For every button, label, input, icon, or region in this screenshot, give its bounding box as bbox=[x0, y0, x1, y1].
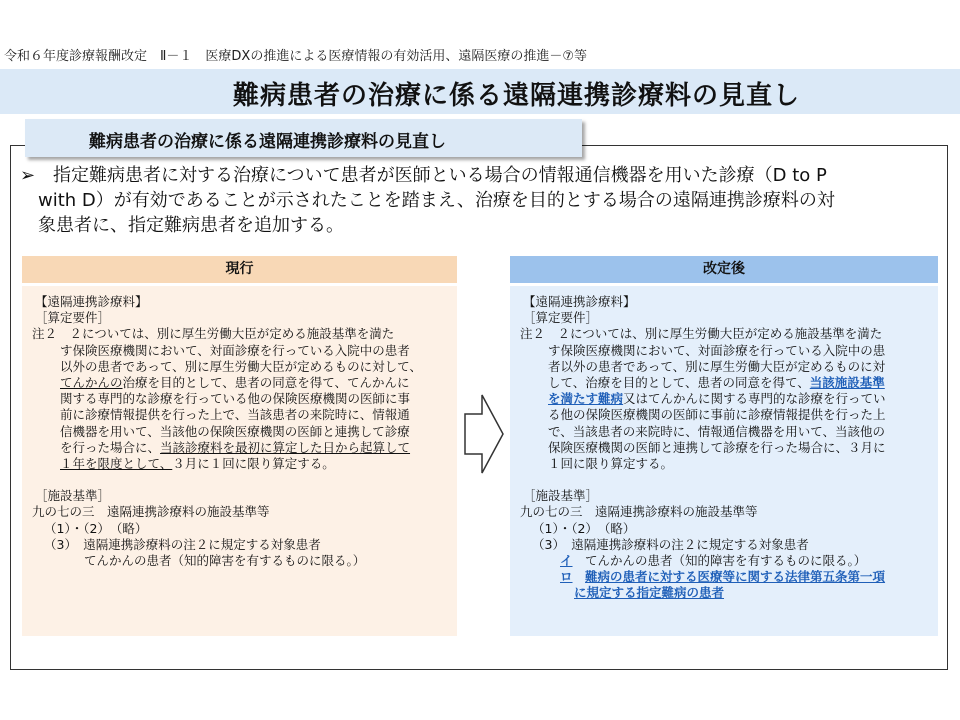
current-line: す保険医療機関において、対面診療を行っている入院中の患者 bbox=[60, 342, 410, 358]
revised-line: ［算定要件］ bbox=[523, 310, 599, 326]
revised-line: （3） 遠隔連携診療料の注２に規定する対象患者 bbox=[532, 536, 809, 552]
current-text: を行った場合に、 bbox=[60, 439, 161, 455]
revised-line: 【遠隔連携診療料】 bbox=[523, 294, 636, 309]
revised-line bbox=[520, 391, 928, 407]
current-line: てんかんの患者（知的障害を有するものに限る。） bbox=[84, 553, 366, 569]
revised-text: 又はてんかんに関する専門的な診療を行ってい bbox=[623, 391, 886, 407]
section-tab-title: 難病患者の治療に係る遠隔連携診療料の見直し bbox=[89, 132, 446, 152]
revised-heading: 改定後 bbox=[510, 256, 938, 283]
current-heading: 現行 bbox=[22, 256, 457, 283]
current-line: 以外の患者であって、別に厚生労働大臣が定めるものに対して、 bbox=[60, 358, 422, 374]
current-line: ［算定要件］ bbox=[35, 310, 111, 326]
current-panel bbox=[22, 286, 457, 636]
current-text: ３月に１回に限り算定する。 bbox=[172, 456, 335, 472]
summary-line: with D）が有効であることが示されたことを踏まえ、治療を目的とする場合の遠隔連携診療料の対 bbox=[38, 190, 835, 211]
highlighted-text: 当該施設基準 bbox=[809, 375, 885, 391]
bullet-arrow-icon: ➢ bbox=[20, 165, 36, 186]
current-line: 関する専門的な診療を行っている他の保険医療機関の医師に事 bbox=[60, 391, 411, 407]
revised-text: てんかんの患者（知的障害を有するものに限る。） bbox=[585, 553, 867, 569]
current-line: 注２ ２については、別に厚生労働大臣が定める施設基準を満た bbox=[32, 326, 395, 342]
revised-line: 注２ ２については、別に厚生労働大臣が定める施設基準を満た bbox=[520, 326, 883, 342]
revised-line: 九の七の三 遠隔連携診療料の施設基準等 bbox=[520, 504, 758, 520]
highlighted-text: を満たす難病 bbox=[548, 391, 624, 407]
highlighted-text: に規定する指定難病の患者 bbox=[574, 585, 725, 601]
page-title: 難病患者の治療に係る遠隔連携診療料の見直し bbox=[232, 81, 800, 111]
breadcrumb: 令和６年度診療報酬改定 Ⅱ－１ 医療DXの推進による医療情報の有効活用、遠隔医療の推進－⑦等 bbox=[4, 49, 587, 64]
revised-line: す保険医療機関において、対面診療を行っている入院中の患 bbox=[548, 342, 886, 358]
underlined-text: 当該診療料を最初に算定した日から起算して bbox=[160, 439, 411, 455]
current-line: 九の七の三 遠隔連携診療料の施設基準等 bbox=[32, 504, 270, 520]
revised-line: ［施設基準］ bbox=[523, 488, 599, 504]
current-line: 前に診療情報提供を行った上で、当該患者の来院時に、情報通 bbox=[60, 407, 410, 423]
revised-line: 者以外の患者であって、別に厚生労働大臣が定めるものに対 bbox=[548, 358, 886, 374]
current-text: 治療を目的として、患者の同意を得て、てんかんに bbox=[122, 375, 410, 391]
highlighted-text: イ bbox=[560, 553, 573, 569]
current-line bbox=[32, 375, 447, 391]
current-line: 【遠隔連携診療料】 bbox=[35, 294, 148, 309]
revised-line: （1）・（2） （略） bbox=[532, 520, 636, 536]
underlined-text: １年を限度として、 bbox=[60, 456, 173, 472]
revised-line bbox=[520, 553, 928, 569]
current-line: （1）・（2） （略） bbox=[44, 520, 148, 536]
right-arrow-icon bbox=[464, 394, 504, 474]
summary-text bbox=[38, 163, 940, 238]
revised-line bbox=[520, 585, 928, 601]
summary-bullet bbox=[20, 163, 940, 238]
revised-line: 保険医療機関の医師と連携して診療を行った場合に、３月に bbox=[548, 439, 886, 455]
revised-line bbox=[520, 375, 928, 391]
current-line bbox=[32, 456, 447, 472]
revised-line: る他の保険医療機関の医師に事前に診療情報提供を行った上 bbox=[548, 407, 886, 423]
highlighted-text: ロ bbox=[560, 569, 573, 585]
section-tab bbox=[25, 119, 582, 157]
revised-text: して、治療を目的として、患者の同意を得て、 bbox=[548, 375, 810, 391]
revised-panel bbox=[510, 286, 938, 636]
underlined-text: てんかんの bbox=[60, 375, 123, 391]
current-line: ［施設基準］ bbox=[35, 488, 111, 504]
highlighted-text: 難病の患者に対する医療等に関する法律第五条第一項 bbox=[585, 569, 886, 585]
current-line: 信機器を用いて、当該他の保険医療機関の医師と連携して診療 bbox=[60, 423, 410, 439]
summary-line: 指定難病患者に対する治療について患者が医師といる場合の情報通信機器を用いた診療（D to P bbox=[53, 165, 827, 186]
revised-line: で、当該患者の来院時に、情報通信機器を用いて、当該他の bbox=[548, 423, 886, 439]
current-line: （3） 遠隔連携診療料の注２に規定する対象患者 bbox=[44, 536, 321, 552]
revised-line bbox=[520, 569, 928, 585]
current-line bbox=[32, 440, 447, 456]
title-bar bbox=[0, 69, 960, 114]
revised-line: １回に限り算定する。 bbox=[548, 456, 674, 472]
summary-line: 象患者に、指定難病患者を追加する。 bbox=[38, 215, 344, 236]
